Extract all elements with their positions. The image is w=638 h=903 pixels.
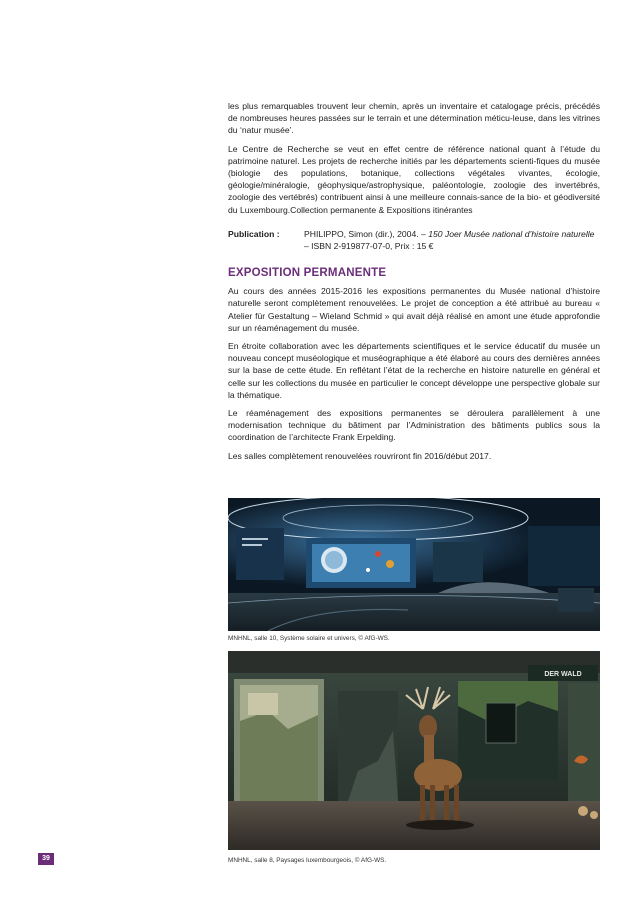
figure-1-caption: MNHNL, salle 10, Système solaire et univers, © AfG-WS.	[228, 635, 390, 642]
publication-reference	[304, 228, 600, 252]
intro-paragraph-1: les plus remarquables trouvent leur chemin, après un inventaire et catalogage précis, précédés de nombreuses heures passées sur le terrain et une détermination méticu-leuse, dans les vitrines du ‘natur musée’.	[228, 101, 600, 136]
section-paragraph-4: Les salles complètement renouvelées rouvriront fin 2016/début 2017.	[228, 450, 492, 461]
landscapes-hall-photo	[228, 651, 600, 850]
intro-paragraph-2: Le Centre de Recherche se veut en effet centre de référence national quant à l’étude du patrimoine naturel. Les projets de recherche initiés par les départements scienti-fiques du musée (biologie des populations, botanique, collections végétales vivantes, écologie, géologie/minéralogie, géophysique/astrophysique, paléontologie, zoologie des invertébrés, zoologie des vertébrés) contribuent ainsi à une meilleure connais-sance de la bio- et géodiversité du Luxembourg.Collection permanente & Expositions itinérantes	[228, 143, 600, 215]
solar-system-hall-photo	[228, 498, 600, 631]
publication-label: Publication :	[228, 228, 280, 239]
section-heading: EXPOSITION PERMANENTE	[228, 267, 387, 280]
figure-2-caption: MNHNL, salle 8, Paysages luxembourgeois, © AfG-WS.	[228, 857, 387, 864]
section-paragraph-3: Le réaménagement des expositions permanentes se déroulera parallèlement à une modernisation technique du bâtiment par l’Administration des bâtiments publics sous la coordination de l’architecte Frank Erpelding.	[228, 408, 600, 443]
section-paragraph-2: En étroite collaboration avec les départements scientifiques et le service éducatif du musée un nouveau concept muséologique et muséographique a été élaboré au cours des dernières années sur la base de cette étude. En reflétant l’état de la recherche en histoire naturelle en général et celle sur les collections du musée en particulier le concept développe une perspective globale sur la thématique.	[228, 341, 600, 400]
der-wald-sign: DER WALD	[544, 671, 582, 678]
publication-entry	[228, 228, 600, 252]
publication-isbn-price: – ISBN 2-919877-07-0, Prix : 15 €	[304, 241, 434, 252]
page-number: 39	[38, 853, 54, 865]
publication-title: 150 Joer Musée national d’histoire naturelle	[428, 228, 595, 239]
main-text-column	[228, 100, 600, 468]
section-paragraph-1: Au cours des années 2015-2016 les expositions permanentes du Musée national d’histoire naturelle seront complètement renouvelées. Le projet de conception a été attribué au bureau « Atelier für Gestaltung – Wieland Schmid » qui avait déjà réalisé en amont une étude approfondie sur un réaménagement du musée.	[228, 286, 600, 333]
publication-author: PHILIPPO, Simon (dir.), 2004. –	[304, 228, 429, 239]
